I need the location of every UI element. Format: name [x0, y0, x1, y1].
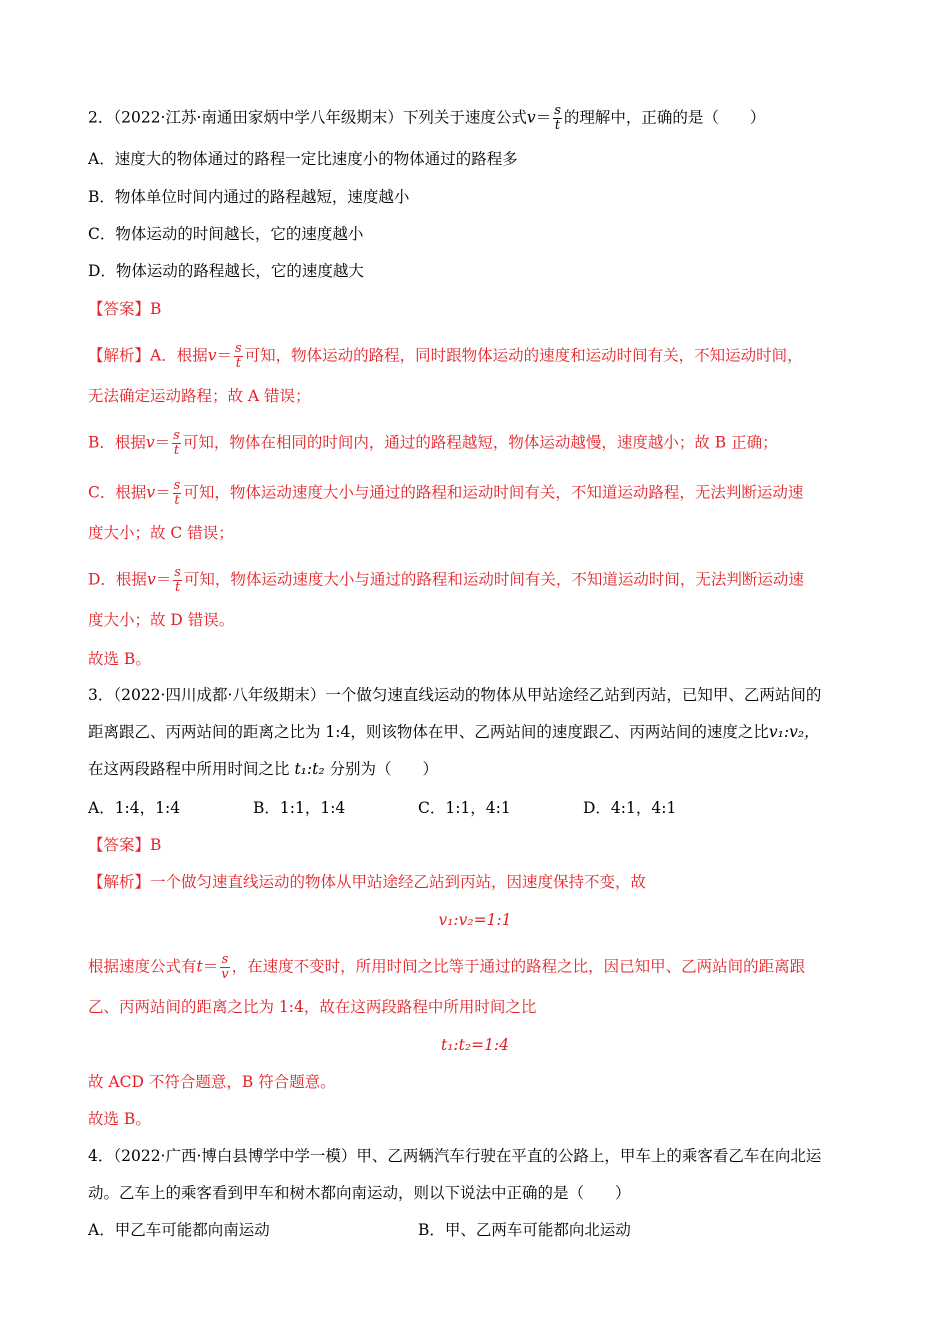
q4-stem-line-1: 4．（2022·广西·博白县博学中学一模）甲、乙两辆汽车行驶在平直的公路上，甲车上的乘客看乙车在向北运 — [88, 1147, 822, 1165]
formula-s-over-v: $\frac{s}{v}$ — [221, 952, 229, 982]
q3-equation-v: v₁:v₂=1:1 — [438, 911, 512, 929]
q2-explanation-b: B．根据v＝ $\frac{s}{t}$ 可知，物体在相同的时间内，通过的路程越短，物体运动越慢，速度越小；故 B 正确； — [88, 428, 778, 458]
q3-explanation-1: 【解析】一个做匀速直线运动的物体从甲站途经乙站到丙站，因速度保持不变，故 — [88, 873, 647, 891]
q2-explanation-c-cont: 度大小；故 C 错误； — [88, 524, 234, 542]
q2-option-c: C．物体运动的时间越长，它的速度越小 — [88, 225, 364, 243]
q4-stem-line-2: 动。乙车上的乘客看到甲车和树木都向南运动，则以下说法中正确的是（ ） — [88, 1184, 631, 1202]
q2-stem: 2．（2022·江苏·南通田家炳中学八年级期末）下列关于速度公式v＝ $\frac{s}{t}$ 的理解中，正确的是（ ） — [88, 103, 766, 133]
q2-explanation-a: 【解析】A．根据v＝ $\frac{s}{t}$ 可知，物体运动的路程，同时跟物体运动的速度和运动时间有关，不知运动时间， — [88, 341, 803, 371]
q2-explanation-c: C．根据v＝ $\frac{s}{t}$ 可知，物体运动速度大小与通过的路程和运动时间有关，不知道运动路程，无法判断运动速 — [88, 478, 804, 508]
q2-option-b: B．物体单位时间内通过的路程越短，速度越小 — [88, 188, 410, 206]
formula-s-over-t: $\frac{s}{t}$ — [173, 478, 181, 508]
q3-options — [88, 797, 868, 819]
formula-s-over-t: $\frac{s}{t}$ — [234, 341, 242, 371]
formula-s-over-t: $\frac{s}{t}$ — [554, 103, 561, 133]
q3-answer: 【答案】B — [88, 836, 162, 854]
q4-option-a: A．甲乙车可能都向南运动 — [88, 1221, 270, 1239]
formula-s-over-t: $\frac{s}{t}$ — [174, 565, 181, 595]
q4-option-b: B．甲、乙两车可能都向北运动 — [418, 1221, 631, 1239]
q4-options — [88, 1219, 868, 1241]
q3-option-d: D．4:1，4:1 — [583, 799, 677, 817]
q2-answer: 【答案】B — [88, 300, 162, 318]
q2-option-a: A．速度大的物体通过的路程一定比速度小的物体通过的路程多 — [88, 150, 518, 168]
q2-option-d: D．物体运动的路程越长，它的速度越大 — [88, 262, 364, 280]
q3-equation-t: t₁:t₂=1:4 — [440, 1036, 510, 1054]
q3-stem-line-1: 3．（2022·四川成都·八年级期末）一个做匀速直线运动的物体从甲站途经乙站到丙站，已知甲、乙两站间的 — [88, 686, 822, 704]
q3-option-c: C．1:1，4:1 — [418, 799, 511, 817]
q2-explanation-d: D．根据v＝ $\frac{s}{t}$ 可知，物体运动速度大小与通过的路程和运动时间有关，不知道运动时间，无法判断运动速 — [88, 565, 804, 595]
q3-explanation-3: 乙、丙两站间的距离之比为 1:4，故在这两段路程中所用时间之比 — [88, 998, 537, 1016]
q3-option-a: A．1:4，1:4 — [88, 799, 181, 817]
q3-conclusion: 故选 B。 — [88, 1110, 151, 1128]
q3-stem-line-3: 在这两段路程中所用时间之比 t₁:t₂ 分别为（ ） — [88, 760, 439, 778]
formula-s-over-t: $\frac{s}{t}$ — [173, 428, 180, 458]
q2-conclusion: 故选 B。 — [88, 650, 151, 668]
q3-explanation-2: 根据速度公式有t＝ $\frac{s}{v}$ ，在速度不变时，所用时间之比等于通过的路程之比，因已知甲、乙两站间的距离跟 — [88, 952, 806, 982]
q3-stem-line-2: 距离跟乙、丙两站间的距离之比为 1:4，则该物体在甲、乙两站间的速度跟乙、丙两站间的速度之比v₁:v₂， — [88, 723, 820, 741]
q2-explanation-d-cont: 度大小；故 D 错误。 — [88, 611, 235, 629]
q3-option-b: B．1:1，1:4 — [253, 799, 346, 817]
q2-explanation-a-cont: 无法确定运动路程；故 A 错误； — [88, 387, 311, 405]
q3-explanation-4: 故 ACD 不符合题意，B 符合题意。 — [88, 1073, 336, 1091]
